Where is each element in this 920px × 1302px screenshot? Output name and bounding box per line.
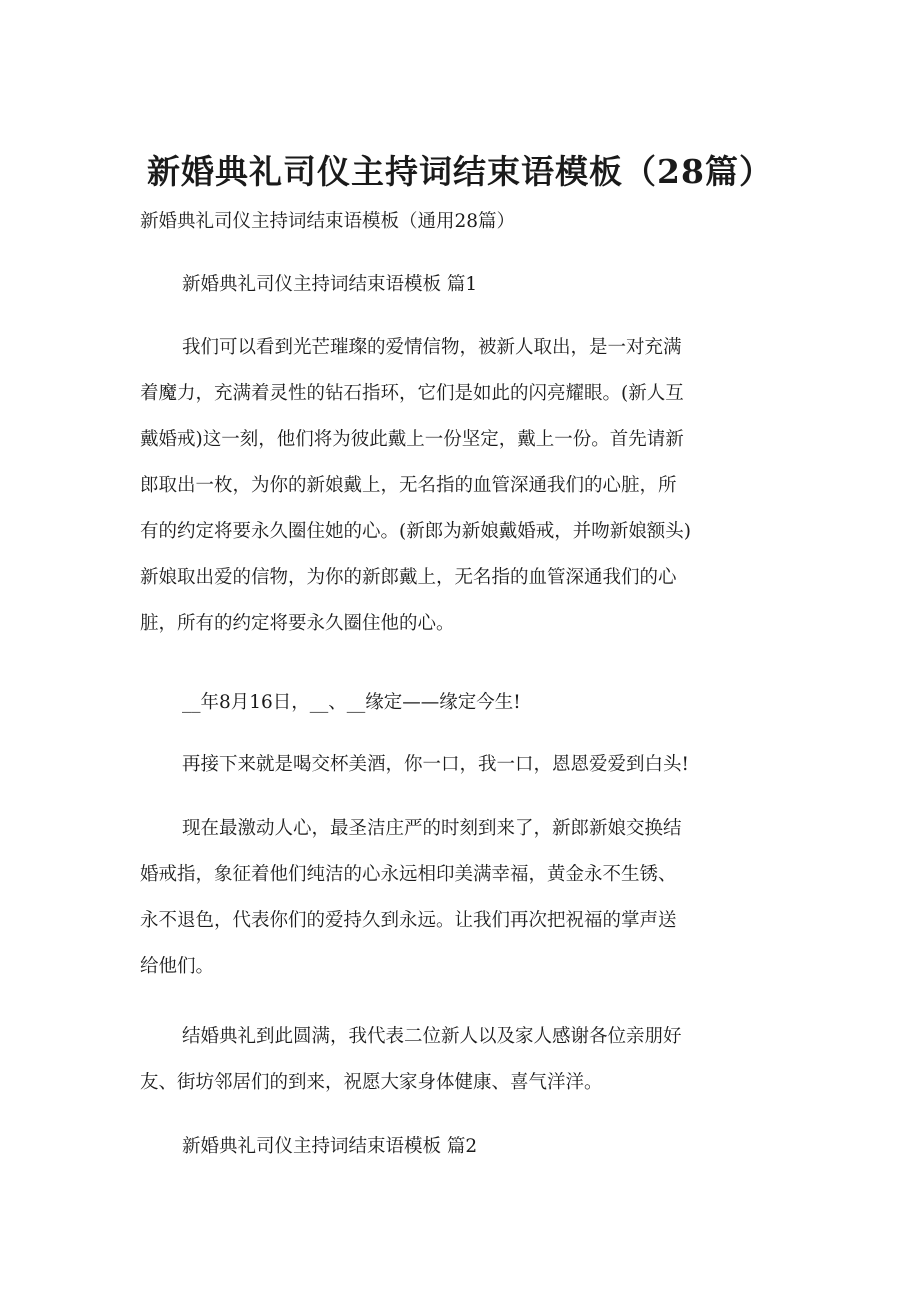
text-line: 再接下来就是喝交杯美酒，你一口，我一口，恩恩爱爱到白头! bbox=[182, 754, 689, 775]
document-subtitle: 新婚典礼司仪主持词结束语模板（通用28篇） bbox=[140, 211, 516, 232]
paragraph-date bbox=[140, 680, 780, 726]
text-line: 有的约定将要永久圈住她的心。(新郎为新娘戴婚戒，并吻新娘额头) bbox=[140, 521, 691, 542]
section-heading-2 bbox=[140, 1124, 780, 1170]
text-line: 着魔力，充满着灵性的钻石指环，它们是如此的闪亮耀眼。(新人互 bbox=[140, 383, 684, 404]
text-line: 永不退色，代表你们的爱持久到永远。让我们再次把祝福的掌声送 bbox=[140, 910, 677, 931]
section-heading-1 bbox=[140, 262, 780, 308]
text-line: 新娘取出爱的信物，为你的新郎戴上，无名指的血管深通我们的心 bbox=[140, 567, 677, 588]
text-line: 现在最激动人心，最圣洁庄严的时刻到来了，新郎新娘交换结 bbox=[182, 818, 682, 839]
text-line: 结婚典礼到此圆满，我代表二位新人以及家人感谢各位亲朋好 bbox=[182, 1026, 682, 1047]
text-line: 我们可以看到光芒璀璨的爱情信物，被新人取出，是一对充满 bbox=[182, 337, 682, 358]
text-line: 新婚典礼司仪主持词结束语模板 篇1 bbox=[182, 274, 478, 295]
text-line: 新婚典礼司仪主持词结束语模板 篇2 bbox=[182, 1136, 478, 1157]
text-line: 友、街坊邻居们的到来，祝愿大家身体健康、喜气洋洋。 bbox=[140, 1072, 603, 1093]
text-line: 给他们。 bbox=[140, 956, 215, 977]
paragraph-toast bbox=[140, 742, 780, 788]
text-line: 婚戒指，象征着他们纯洁的心永远相印美满幸福，黄金永不生锈、 bbox=[140, 864, 677, 885]
text-line: 郎取出一枚，为你的新娘戴上，无名指的血管深通我们的心脏，所 bbox=[140, 475, 677, 496]
paragraph-ring-exchange bbox=[140, 325, 780, 647]
paragraph-closing bbox=[140, 1014, 780, 1106]
paragraph-exchange-rings bbox=[140, 806, 780, 990]
text-line: __年8月16日，__、__缘定——缘定今生! bbox=[182, 692, 521, 713]
document-title: 新婚典礼司仪主持词结束语模板（28篇） bbox=[147, 152, 773, 191]
text-line: 脏，所有的约定将要永久圈住他的心。 bbox=[140, 613, 455, 634]
text-line: 戴婚戒)这一刻，他们将为彼此戴上一份坚定，戴上一份。首先请新 bbox=[140, 429, 684, 450]
